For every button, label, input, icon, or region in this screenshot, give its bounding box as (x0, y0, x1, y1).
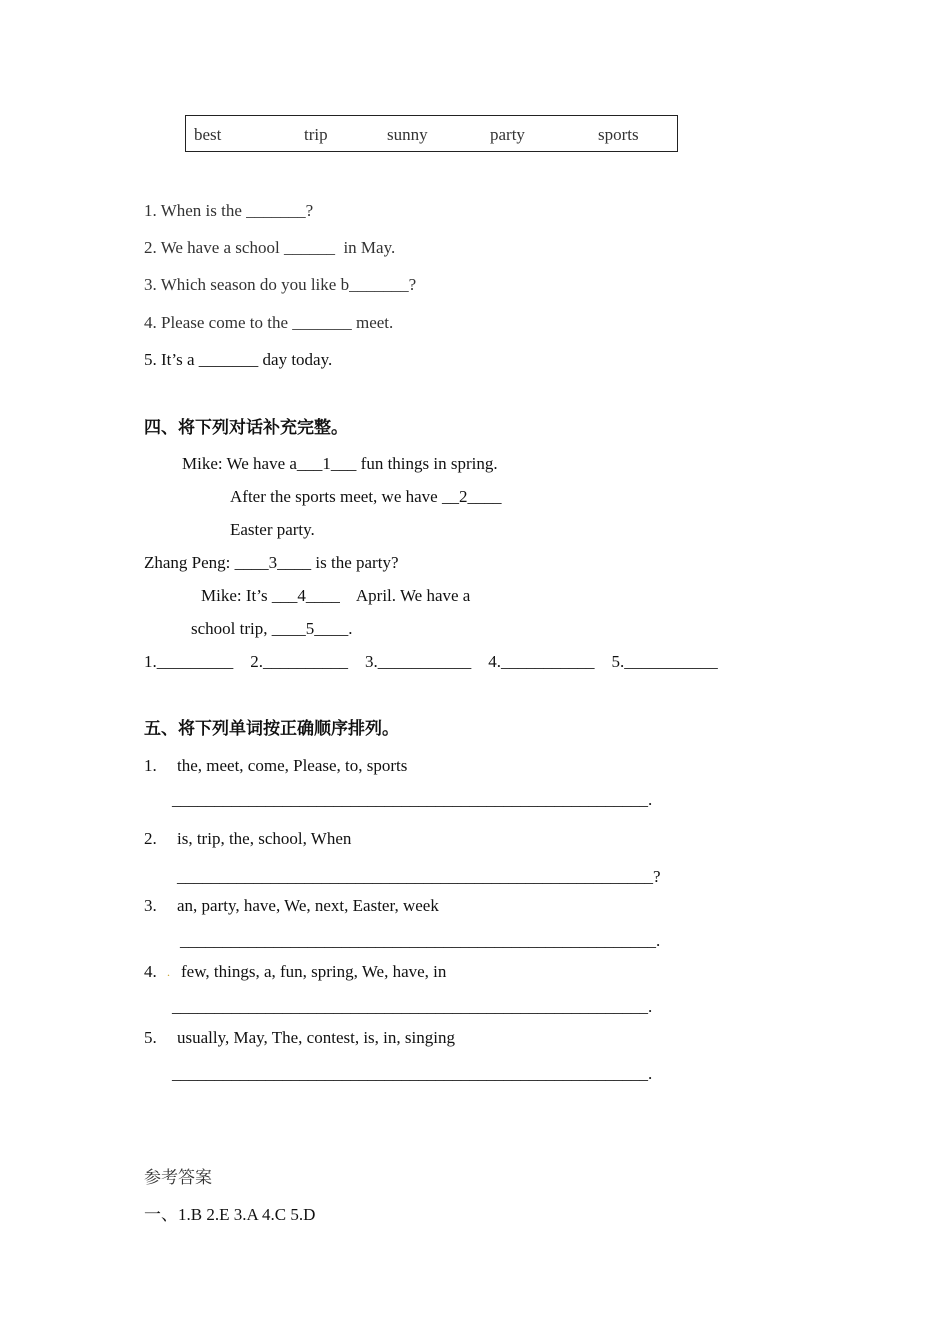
fill-blank-item: 2. We have a school ______ in May. (144, 238, 396, 257)
reorder-item-words: is, trip, the, school, When (177, 829, 352, 848)
word-bank-item: best (194, 125, 222, 144)
fill-blank-item: 5. It’s a _______ day today. (144, 350, 333, 369)
reorder-item-number: 1. (144, 756, 157, 775)
reorder-item-words: usually, May, The, contest, is, in, singing (177, 1028, 455, 1047)
reorder-item-number: 4. (144, 962, 157, 981)
dialogue-line: Mike: It’s ___4____ April. We have a (201, 586, 471, 605)
word-bank-item: party (490, 125, 525, 144)
answer-line: ________________________________________________________? (177, 867, 661, 886)
answer-line: ________________________________________________________. (172, 997, 653, 1016)
section-heading: 四、将下列对话补充完整。 (144, 418, 348, 438)
fill-blank-item: 1. When is the _______? (144, 201, 314, 220)
answer-line: ________________________________________________________. (172, 1064, 653, 1083)
reorder-item-number: 2. (144, 829, 157, 848)
section-heading: 五、将下列单词按正确顺序排列。 (144, 719, 399, 739)
word-bank-item: trip (304, 125, 328, 144)
dialogue-line: Mike: We have a___1___ fun things in spring. (182, 454, 498, 473)
word-bank-item: sports (598, 125, 639, 144)
dialogue-line: Easter party. (230, 520, 315, 539)
answer-line: ________________________________________________________. (172, 790, 653, 809)
word-bank-box (185, 115, 678, 152)
stray-dot: . (167, 965, 170, 979)
answers-heading: 参考答案 (144, 1168, 212, 1188)
reorder-item-number: 3. (144, 896, 157, 915)
fill-blank-item: 3. Which season do you like b_______? (144, 275, 417, 294)
reorder-item-words: an, party, have, We, next, Easter, week (177, 896, 439, 915)
reorder-item-words: few, things, a, fun, spring, We, have, in (181, 962, 447, 981)
dialogue-line: Zhang Peng: ____3____ is the party? (144, 553, 399, 572)
reorder-item-words: the, meet, come, Please, to, sports (177, 756, 408, 775)
dialogue-line: school trip, ____5____. (191, 619, 353, 638)
fill-blank-item: 4. Please come to the _______ meet. (144, 313, 394, 332)
answer-blanks-row: 1._________ 2.__________ 3.___________ 4.___________ 5.___________ (144, 652, 718, 671)
answers-line: 一、1.B 2.E 3.A 4.C 5.D (144, 1205, 316, 1224)
dialogue-line: After the sports meet, we have __2____ (230, 487, 502, 506)
reorder-item-number: 5. (144, 1028, 157, 1047)
word-bank-item: sunny (387, 125, 428, 144)
answer-line: ________________________________________________________. (180, 931, 661, 950)
